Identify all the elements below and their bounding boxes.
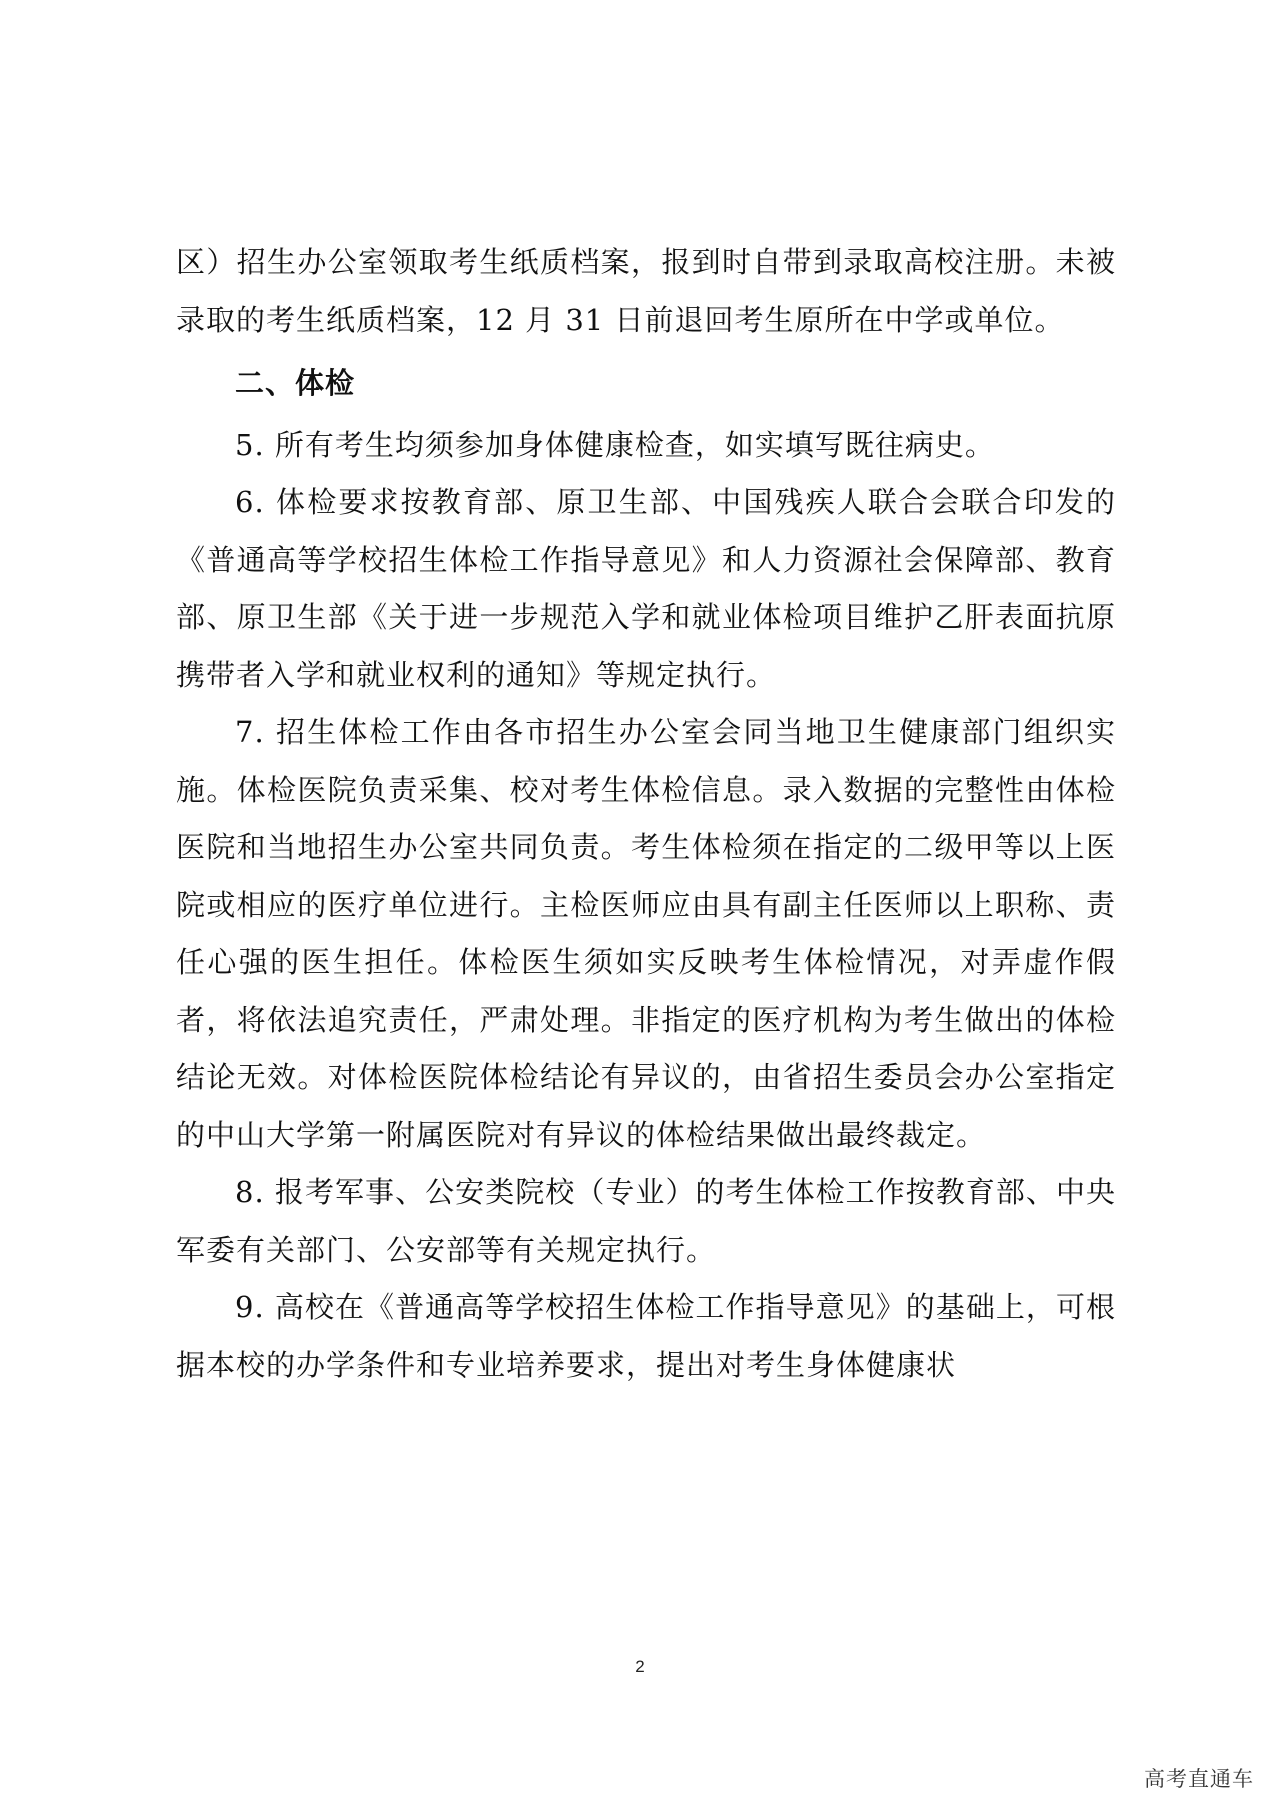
paragraph-item-6: 6. 体检要求按教育部、原卫生部、中国残疾人联合会联合印发的《普通高等学校招生体检工作指导意见》和人力资源社会保障部、教育部、原卫生部《关于进一步规范入学和就业体检项目维护乙肝表面抗原携带者入学和就业权利的通知》等规定执行。 — [176, 485, 1116, 692]
paragraph-item-5: 5. 所有考生均须参加身体健康检查，如实填写既往病史。 — [235, 427, 995, 462]
section-heading-physical-exam: 二、体检 — [235, 366, 356, 400]
paragraph-continuation: 区）招生办公室领取考生纸质档案，报到时自带到录取高校注册。未被录取的考生纸质档案，12 月 31 日前退回考生原所在中学或单位。 — [176, 245, 1116, 337]
paragraph-item-9: 9. 高校在《普通高等学校招生体检工作指导意见》的基础上，可根据本校的办学条件和专业培养要求，提出对考生身体健康状 — [176, 1290, 1116, 1382]
page-number: 2 — [635, 1657, 645, 1676]
paragraph-item-8: 8. 报考军事、公安类院校（专业）的考生体检工作按教育部、中央军委有关部门、公安部等有关规定执行。 — [176, 1175, 1116, 1267]
document-body — [176, 234, 1116, 1394]
watermark-text: 高考直通车 — [1144, 1767, 1254, 1791]
paragraph-item-7: 7. 招生体检工作由各市招生办公室会同当地卫生健康部门组织实施。体检医院负责采集、校对考生体检信息。录入数据的完整性由体检医院和当地招生办公室共同负责。考生体检须在指定的二级甲等以上医院或相应的医疗单位进行。主检医师应由具有副主任医师以上职称、责任心强的医生担任。体检医生须如实反映考生体检情况，对弄虚作假者，将依法追究责任，严肃处理。非指定的医疗机构为考生做出的体检结论无效。对体检医院体检结论有异议的，由省招生委员会办公室指定的中山大学第一附属医院对有异议的体检结果做出最终裁定。 — [176, 715, 1116, 1152]
